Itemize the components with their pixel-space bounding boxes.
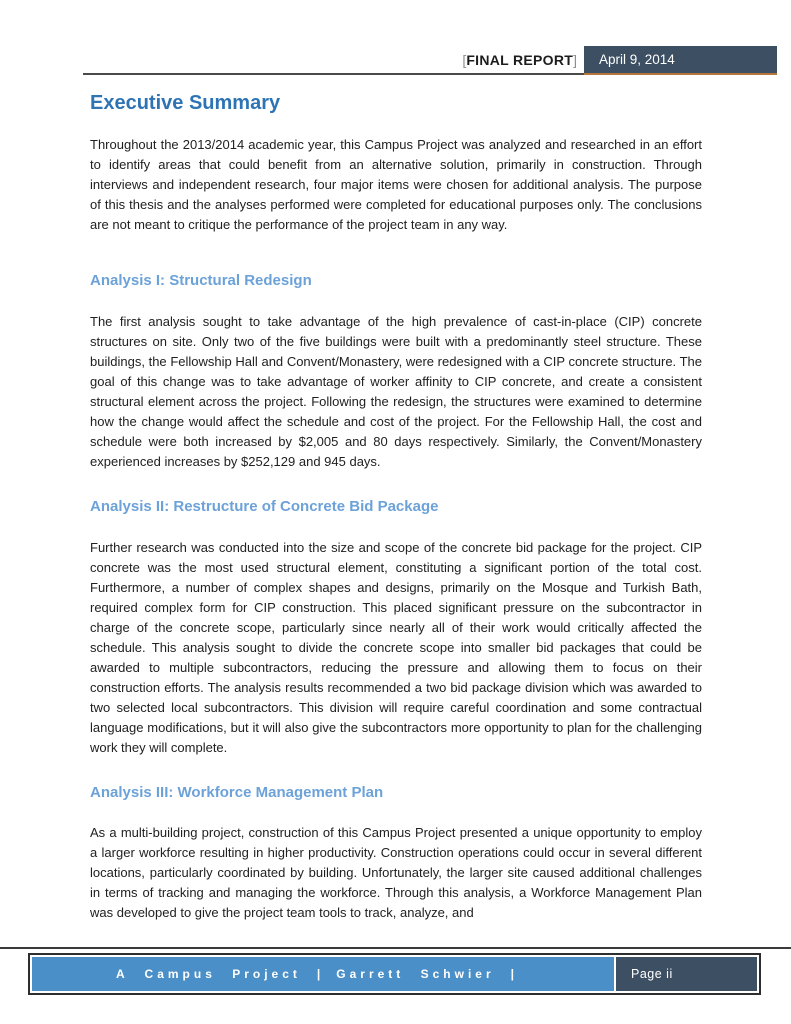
page-footer: [28, 953, 761, 995]
footer-page-number-box: [616, 957, 757, 991]
section-heading-analysis-1: Analysis I: Structural Redesign: [90, 272, 312, 289]
footer-page-number: Page ii: [631, 967, 673, 981]
section-body-analysis-1: The first analysis sought to take advantage of the high prevalence of cast-in-place (CIP) concrete structures on site. Only two of the five buildings were built with a predominantly steel structure. These buildings, the Fellowship Hall and Convent/Monastery, were redesigned with a CIP concrete structure. The goal of this change was to take advantage of worker affinity to CIP concrete, and create a consistent structural element across the project. Following the redesign, the structures were examined to determine how the change would affect the schedule and cost of the project. For the Fellowship Hall, the cost and schedule were both increased by $2,005 and 80 days respectively. Similarly, the Convent/Monastery experienced increases by $252,129 and 945 days.: [90, 314, 702, 469]
page-title: Executive Summary: [90, 92, 281, 114]
footer-author-name: Garrett Schwier: [336, 967, 495, 981]
section-body-analysis-3: As a multi-building project, construction of this Campus Project presented a unique opportunity to employ a larger workforce resulting in higher productivity. Construction operations could occur in several different locations, particularly coordinated by building. Unfortunately, the larger site caused additional challenges in terms of tracking and managing the workforce. Through this analysis, a Workforce Management Plan was developed to give the project team tools to track, analyze, and: [90, 825, 702, 920]
footer-banner: [32, 957, 614, 991]
bracket-open: [: [462, 51, 467, 68]
header-date: April 9, 2014: [599, 52, 675, 67]
footer-divider-rule: [0, 947, 791, 949]
footer-separator-1: |: [316, 967, 321, 981]
section-body-analysis-2: Further research was conducted into the size and scope of the concrete bid package for the project. CIP concrete was the most used structural element, constituting a significant portion of the total cost. Furthermore, a number of complex shapes and designs, primarily on the Mosque and Turkish Bath, required complex form for CIP construction. This placed significant pressure on the subcontractor in charge of the concrete scope, particularly since nearly all of their work would critically affected the schedule. This analysis sought to divide the concrete scope into smaller bid packages that could be awarded to multiple subcontractors, reducing the pressure and allowing them to focus on their construction efforts. The analysis results recommended a two bid package division which was awarded to two selected local subcontractors. This division will require careful coordination and some contractual language modifications, but it will also give the subcontractors more opportunity to plan for the challenging work they will complete.: [90, 540, 702, 755]
report-status-label: [83, 46, 584, 75]
page-header: [83, 46, 777, 75]
header-date-box: [584, 46, 777, 75]
bracket-close: ]: [573, 51, 577, 68]
section-heading-analysis-2: Analysis II: Restructure of Concrete Bid Package: [90, 498, 439, 515]
footer-separator-2: |: [510, 967, 514, 981]
report-label-text: FINAL REPORT: [466, 51, 574, 68]
footer-project-name: A Campus Project: [115, 967, 301, 981]
intro-paragraph: Throughout the 2013/2014 academic year, this Campus Project was analyzed and researched in an effort to identify areas that could benefit from an alternative solution, primarily in construction. Through interviews and independent research, four major items were chosen for additional analysis. The purpose of this thesis and the analyses performed were completed for educational purposes only. The conclusions are not meant to critique the performance of the project team in any way.: [90, 137, 702, 232]
section-heading-analysis-3: Analysis III: Workforce Management Plan: [90, 784, 384, 801]
